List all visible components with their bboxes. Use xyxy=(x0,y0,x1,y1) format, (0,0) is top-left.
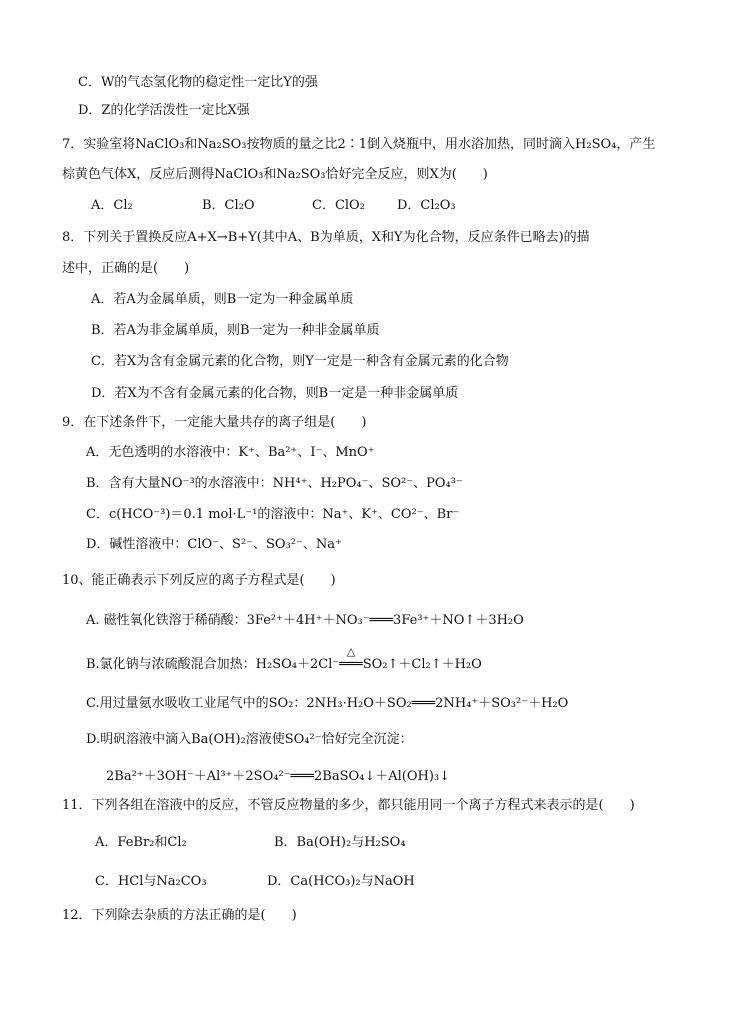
q7-option-a: A．Cl₂ xyxy=(91,198,133,213)
q11-option-b: B．Ba(OH)₂与H₂SO₄ xyxy=(274,835,406,850)
q7-option-d: D．Cl₂O₃ xyxy=(397,198,456,213)
q10-option-b xyxy=(86,645,482,674)
q8-option-a: A．若A为金属单质，则B一定为一种金属单质 xyxy=(91,292,354,307)
q9-option-a: A．无色透明的水溶液中：K⁺、Ba²⁺、I⁻、MnO⁺ xyxy=(86,445,375,460)
q11-option-a: A．FeBr₂和Cl₂ xyxy=(95,835,187,850)
q8-option-b: B．若A为非金属单质，则B一定为一种非金属单质 xyxy=(91,323,380,338)
q7-option-c: C．ClO₂ xyxy=(312,198,365,213)
question-8-line1: 8．下列关于置换反应A+X→B+Y(其中A、B为单质，X和Y为化合物，反应条件已略去)的描 xyxy=(62,230,590,245)
q9-option-d: D．碱性溶液中：ClO⁻、S²⁻、SO₃²⁻、Na⁺ xyxy=(86,537,342,552)
option-c-prev: C．W的气态氢化物的稳定性一定比Y的强 xyxy=(78,75,318,90)
q10-option-c: C.用过量氨水吸收工业尾气中的SO₂：2NH₃·H₂O＋SO₂═══2NH₄⁺＋SO₃²⁻＋H₂O xyxy=(86,696,569,711)
question-12: 12．下列除去杂质的方法正确的是( ) xyxy=(62,908,297,923)
q7-option-b: B．Cl₂O xyxy=(202,198,255,213)
q8-option-d: D．若X为不含有金属元素的化合物，则B一定是一种非金属单质 xyxy=(91,386,459,401)
q11-option-c: C．HCl与Na₂CO₃ xyxy=(95,874,207,889)
question-7-line2: 棕黄色气体X，反应后测得NaClO₃和Na₂SO₃恰好完全反应，则X为( ) xyxy=(62,167,488,182)
question-10: 10、能正确表示下列反应的离子方程式是( ) xyxy=(62,573,336,588)
heat-arrow xyxy=(339,645,363,674)
question-7-line1: 7．实验室将NaClO₃和Na₂SO₃按物质的量之比2∶1倒入烧瓶中，用水浴加热，同时滴入H₂SO₄，产生 xyxy=(62,137,656,152)
question-11: 11．下列各组在溶液中的反应，不管反应物量的多少，都只能用同一个离子方程式来表示的是( ) xyxy=(62,798,635,813)
q9-option-c: C．c(HCO⁻³)＝0.1 mol·L⁻¹的溶液中：Na⁺、K⁺、CO²⁻、Br⁻ xyxy=(86,507,460,522)
q11-option-d: D．Ca(HCO₃)₂与NaOH xyxy=(267,874,415,889)
q10-option-d: D.明矾溶液中滴入Ba(OH)₂溶液使SO₄²⁻恰好完全沉淀： xyxy=(86,732,413,747)
q10-option-a: A. 磁性氧化铁溶于稀硝酸：3Fe²⁺＋4H⁺＋NO₃⁻═══3Fe³⁺＋NO↑＋3H₂O xyxy=(86,613,524,628)
question-9: 9．在下述条件下，一定能大量共存的离子组是( ) xyxy=(62,415,367,430)
heat-triangle-icon: △ xyxy=(346,645,356,658)
q8-option-c: C．若X为含有金属元素的化合物，则Y一定是一种含有金属元素的化合物 xyxy=(91,354,509,369)
question-8-line2: 述中，正确的是( ) xyxy=(62,261,190,276)
equals-arrow: ═══ xyxy=(339,657,363,672)
q9-option-b: B．含有大量NO⁻³的水溶液中：NH⁴⁺、H₂PO₄⁻、SO²⁻、PO₄³⁻ xyxy=(86,476,463,491)
q10b-right: SO₂↑＋Cl₂↑＋H₂O xyxy=(362,657,482,672)
q10b-left: B.氯化钠与浓硫酸混合加热：H₂SO₄＋2Cl⁻ xyxy=(86,657,340,672)
option-d-prev: D．Z的化学活泼性一定比X强 xyxy=(78,103,250,118)
q10-option-d-equation: 2Ba²⁺＋3OH⁻＋Al³⁺＋2SO₄²⁻═══2BaSO₄↓＋Al(OH)₃↓ xyxy=(106,769,451,784)
